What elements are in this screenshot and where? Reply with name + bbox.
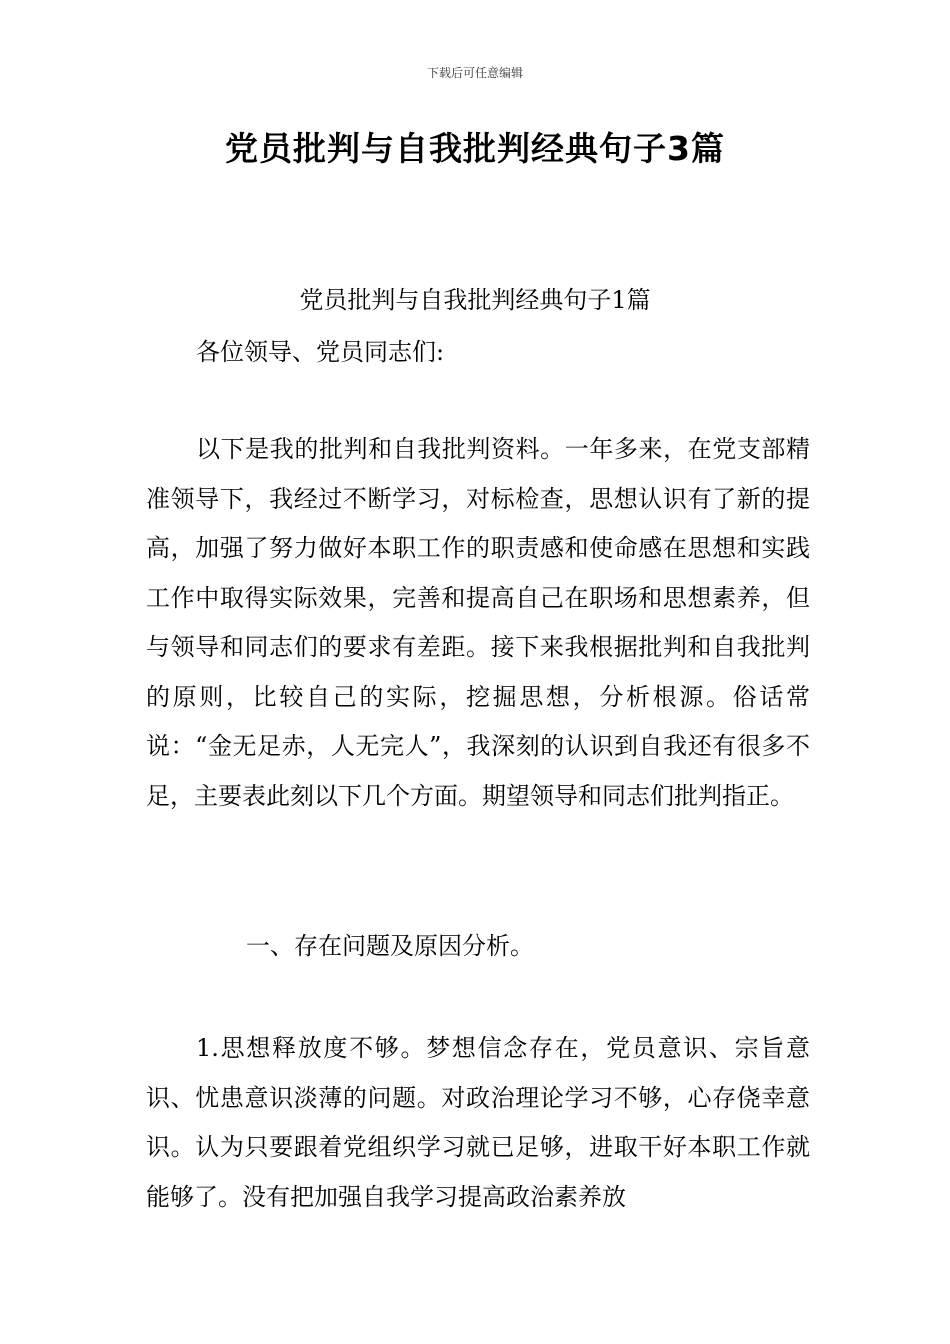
document-title: 党员批判与自我批判经典句子3篇 bbox=[225, 129, 725, 168]
section-title: 党员批判与自我批判经典句子1篇 bbox=[299, 286, 651, 314]
body-paragraph-2: 1.思想释放度不够。梦想信念存在，党员意识、宗旨意识、忧患意识淡薄的问题。对政治理论学习不够，心存侥幸意识。认为只要跟着党组织学习就已足够，进取干好本职工作就能够了。没有把加强自我学习提高政治素养放 bbox=[146, 1034, 810, 1211]
body-paragraph-1: 以下是我的批判和自我批判资料。一年多来，在党支部精准领导下，我经过不断学习，对标检查，思想认识有了新的提高，加强了努力做好本职工作的职责感和使命感在思想和实践工作中取得实际效果，完善和提高自己在职场和思想素养，但与领导和同志们的要求有差距。接下来我根据批判和自我批判的原则，比较自己的实际，挖掘思想，分析根源。俗话常说：“金无足赤，人无完人”，我深刻的认识到自我还有很多不足，主要表此刻以下几个方面。期望领导和同志们批判指正。 bbox=[146, 435, 810, 810]
header-note: 下载后可任意编辑 bbox=[426, 66, 523, 80]
section-heading-1: 一、存在问题及原因分析。 bbox=[246, 932, 534, 960]
salutation: 各位领导、党员同志们: bbox=[196, 338, 445, 366]
